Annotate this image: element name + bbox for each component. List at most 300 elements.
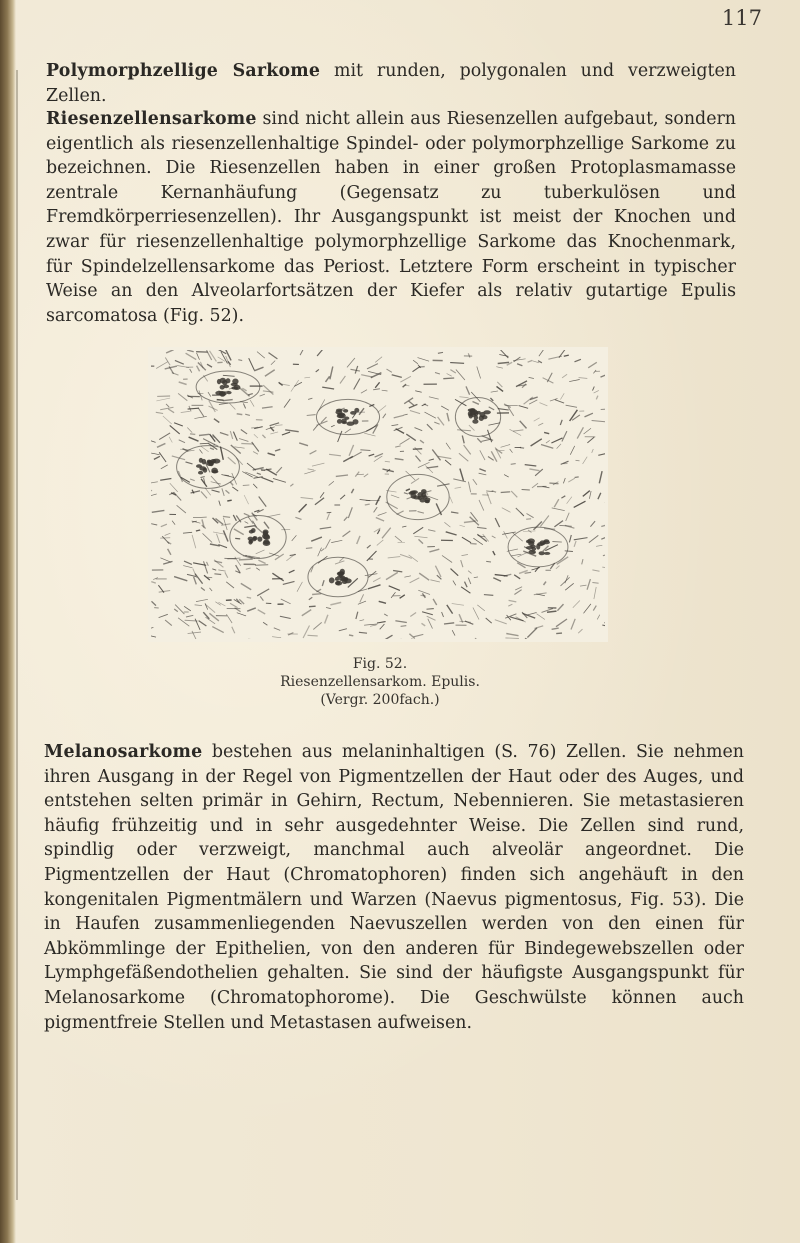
engraving-stroke — [257, 473, 261, 474]
engraving-stroke — [596, 396, 598, 400]
engraving-stroke — [320, 492, 324, 497]
engraving-stroke — [156, 362, 168, 369]
engraving-stroke — [571, 619, 575, 630]
engraving-stroke — [200, 443, 208, 444]
engraving-stroke — [267, 514, 280, 517]
engraving-stroke — [556, 633, 562, 634]
engraving-stroke — [326, 376, 330, 382]
engraving-stroke — [489, 407, 495, 410]
engraving-stroke — [561, 577, 570, 586]
engraving-stroke — [229, 403, 235, 409]
engraving-stroke — [152, 510, 165, 512]
engraving-stroke — [186, 615, 193, 617]
engraving-stroke — [468, 578, 471, 584]
engraving-stroke — [260, 596, 263, 600]
engraving-stroke — [389, 586, 400, 591]
engraving-stroke — [330, 602, 341, 605]
engraving-stroke — [358, 601, 366, 604]
engraving-stroke — [312, 463, 324, 466]
engraving-stroke — [210, 588, 213, 591]
engraving-stroke — [506, 634, 518, 636]
engraving-stroke — [168, 409, 174, 413]
engraving-stroke — [514, 575, 520, 579]
engraving-stroke — [210, 448, 214, 450]
engraving-stroke — [299, 504, 307, 512]
engraving-stroke — [520, 512, 524, 516]
engraving-stroke — [461, 560, 463, 567]
engraving-stroke — [564, 355, 569, 356]
engraving-stroke — [196, 530, 200, 531]
engraving-stroke — [259, 497, 267, 507]
engraving-stroke — [492, 491, 496, 493]
engraving-stroke — [311, 537, 322, 541]
engraving-stroke — [465, 582, 468, 588]
engraving-stroke — [246, 568, 251, 569]
engraving-stroke — [226, 582, 234, 588]
engraving-stroke — [243, 403, 245, 408]
engraving-stroke — [450, 370, 455, 373]
engraving-stroke — [244, 526, 255, 528]
engraving-stroke — [525, 465, 537, 466]
engraving-stroke — [297, 582, 302, 592]
engraving-stroke — [504, 404, 511, 408]
engraving-stroke — [152, 601, 157, 605]
engraving-stroke — [338, 431, 342, 442]
engraving-stroke — [159, 452, 166, 462]
engraving-stroke — [509, 600, 517, 602]
paragraph-text: bestehen aus melaninhaltigen (S. 76) Zellen. Sie nehmen ihren Ausgang in der Regel von Pigmentzellen der Haut oder des Auges, und entstehen selten primär in Gehirn, Rectum, Nebennieren. Sie metastasieren häufig frühzeitig und in sehr ausgedehnter Weise. Die Zellen sind rund, spindlig oder verzweigt, manchmal auch alveolär angeordnet. Die Pigmentzellen der Haut (Chromatophoren) finden sich angehäuft in den kongenitalen Pigmentmälern und Warzen (Naevus pigmentosus, Fig. 53). Die in Haufen zusammenliegenden Naevuszellen werden von den einen für Abkömmlinge der Epithelien, von den anderen für Bindegewebszellen oder Lymphgefäßendothelien gehalten. Sie sind der häufigste Ausgangspunkt für Melanosarkome (Chromatophorome). Die Geschwülste können auch pigmentfreie Stellen und Metastasen aufweisen. — [44, 742, 744, 1033]
paragraph-melanosarkome — [44, 740, 744, 1035]
engraving-stroke — [156, 412, 163, 413]
engraving-stroke — [510, 449, 513, 453]
engraving-stroke — [590, 521, 595, 527]
engraving-stroke — [493, 578, 501, 582]
engraving-stroke — [270, 432, 278, 434]
engraving-stroke — [576, 460, 580, 461]
engraving-stroke — [170, 483, 178, 492]
engraving-stroke — [197, 353, 200, 360]
engraving-stroke — [215, 561, 223, 563]
engraving-stroke — [459, 397, 468, 398]
engraving-stroke — [201, 492, 207, 499]
engraving-stroke — [471, 392, 480, 402]
engraving-stroke — [575, 359, 581, 362]
engraving-stroke — [306, 548, 312, 549]
engraving-stroke — [357, 536, 360, 544]
engraving-stroke — [292, 535, 297, 541]
engraving-stroke — [450, 363, 464, 364]
engraving-stroke — [156, 398, 170, 401]
engraving-stroke — [444, 623, 454, 624]
engraving-stroke — [284, 399, 290, 408]
engraving-stroke — [484, 595, 493, 596]
engraving-stroke — [307, 415, 316, 416]
engraving-stroke — [444, 522, 450, 527]
engraving-stroke — [434, 422, 439, 424]
engraving-stroke — [345, 429, 351, 433]
engraving-stroke — [268, 453, 275, 455]
engraving-stroke — [378, 512, 387, 515]
engraving-stroke — [282, 432, 290, 435]
engraving-stroke — [414, 634, 424, 636]
engraving-stroke — [527, 514, 534, 518]
engraving-stroke — [404, 414, 408, 415]
engraving-stroke — [310, 451, 317, 455]
engraving-stroke — [196, 599, 208, 601]
engraving-stroke — [247, 597, 251, 598]
engraving-stroke — [214, 574, 221, 575]
engraving-stroke — [170, 425, 180, 434]
giant-cell — [508, 527, 568, 567]
engraving-stroke — [532, 568, 540, 571]
engraving-stroke — [327, 512, 332, 513]
engraving-stroke — [329, 454, 341, 456]
engraving-stroke — [428, 530, 435, 532]
engraving-stroke — [194, 577, 197, 585]
engraving-stroke — [382, 528, 391, 539]
engraving-stroke — [179, 382, 187, 385]
paragraph-polymorphzellige — [46, 59, 736, 108]
engraving-stroke — [217, 400, 224, 401]
engraving-stroke — [538, 423, 543, 425]
engraving-stroke — [172, 521, 175, 525]
engraving-stroke — [204, 575, 210, 580]
engraving-stroke — [336, 475, 348, 476]
engraving-stroke — [568, 478, 575, 482]
engraving-stroke — [492, 536, 496, 538]
engraving-stroke — [395, 459, 404, 460]
engraving-stroke — [271, 361, 275, 365]
engraving-stroke — [404, 493, 408, 494]
engraving-stroke — [479, 500, 484, 511]
engraving-stroke — [315, 498, 324, 505]
page-gutter — [0, 0, 16, 1243]
engraving-stroke — [262, 477, 274, 482]
paragraph-text: mit runden, polygonalen und verzweigten Zellen. — [46, 61, 736, 106]
engraving-stroke — [207, 350, 212, 360]
engraving-stroke — [401, 626, 407, 627]
engraving-stroke — [299, 443, 308, 446]
engraving-stroke — [584, 604, 591, 613]
engraving-stroke — [569, 380, 580, 382]
engraving-stroke — [186, 353, 197, 359]
gutter-shadow-line — [16, 70, 18, 1200]
engraving-stroke — [566, 513, 570, 521]
engraving-stroke — [257, 589, 269, 596]
engraving-stroke — [244, 513, 250, 515]
engraving-stroke — [166, 350, 174, 353]
engraving-stroke — [197, 366, 200, 372]
engraving-stroke — [373, 578, 381, 582]
engraving-stroke — [308, 635, 318, 636]
engraving-stroke — [301, 498, 314, 499]
engraving-stroke — [599, 471, 602, 483]
engraving-stroke — [222, 488, 224, 496]
engraving-stroke — [184, 561, 192, 564]
engraving-stroke — [416, 456, 421, 462]
engraving-stroke — [589, 491, 591, 499]
engraving-stroke — [257, 352, 265, 359]
engraving-stroke — [470, 543, 477, 544]
engraving-stroke — [480, 450, 485, 460]
engraving-stroke — [227, 500, 231, 501]
engraving-stroke — [161, 524, 167, 527]
engraving-stroke — [263, 385, 273, 394]
engraving-stroke — [255, 565, 268, 566]
engraving-stroke — [211, 482, 221, 484]
engraving-stroke — [183, 532, 192, 533]
engraving-stroke — [290, 484, 293, 487]
engraving-stroke — [244, 495, 249, 504]
engraving-stroke — [460, 469, 464, 481]
engraving-stroke — [241, 583, 251, 589]
engraving-stroke — [592, 570, 599, 571]
engraving-stroke — [544, 582, 547, 585]
engraving-stroke — [174, 423, 183, 426]
engraving-stroke — [462, 555, 468, 556]
engraving-stroke — [410, 613, 416, 617]
engraving-stroke — [252, 442, 259, 452]
engraving-stroke — [251, 427, 258, 428]
engraving-stroke — [230, 431, 232, 439]
engraving-stroke — [215, 602, 220, 605]
engraving-stroke — [519, 406, 529, 409]
engraving-stroke — [150, 482, 158, 483]
engraving-stroke — [556, 566, 560, 569]
engraving-stroke — [159, 591, 171, 593]
engraving-stroke — [194, 416, 206, 418]
engraving-stroke — [321, 549, 324, 552]
engraving-stroke — [447, 413, 449, 421]
engraving-stroke — [552, 542, 561, 543]
engraving-stroke — [457, 430, 471, 431]
engraving-stroke — [348, 507, 352, 518]
engraving-stroke — [254, 367, 263, 371]
engraving-stroke — [395, 536, 402, 542]
engraving-stroke — [495, 575, 508, 576]
engraving-stroke — [212, 569, 216, 570]
engraving-stroke — [172, 373, 179, 376]
engraving-stroke — [445, 460, 451, 465]
engraving-stroke — [429, 459, 434, 460]
engraving-stroke — [566, 405, 577, 407]
engraving-stroke — [529, 400, 537, 404]
engraving-stroke — [385, 461, 390, 462]
engraving-stroke — [331, 425, 335, 427]
engraving-stroke — [450, 497, 453, 504]
engraving-stroke — [223, 400, 233, 401]
engraving-stroke — [438, 456, 451, 458]
engraving-stroke — [373, 389, 380, 390]
engraving-stroke — [473, 608, 479, 620]
engraving-stroke — [543, 378, 554, 383]
engraving-stroke — [486, 618, 492, 623]
engraving-stroke — [151, 524, 157, 525]
engraving-stroke — [418, 462, 430, 467]
engraving-stroke — [203, 533, 213, 542]
engraving-stroke — [165, 358, 170, 366]
engraving-stroke — [316, 369, 319, 372]
engraving-stroke — [258, 610, 266, 614]
page-number: 117 — [721, 6, 762, 30]
engraving-stroke — [520, 448, 524, 449]
engraving-stroke — [263, 622, 267, 625]
engraving-stroke — [161, 465, 168, 469]
engraving-stroke — [495, 620, 507, 624]
engraving-stroke — [468, 482, 470, 493]
engraving-stroke — [265, 370, 275, 376]
engraving-stroke — [592, 421, 606, 422]
engraving-stroke — [598, 493, 601, 499]
engraving-stroke — [409, 401, 414, 405]
engraving-stroke — [221, 475, 234, 478]
engraving-stroke — [508, 604, 512, 606]
engraving-stroke — [461, 587, 470, 593]
engraving-stroke — [441, 406, 449, 410]
engraving-stroke — [184, 606, 191, 611]
engraving-stroke — [200, 450, 203, 454]
engraving-stroke — [477, 605, 485, 611]
figure-title: Riesenzellensarkom. Epulis. — [280, 674, 480, 690]
engraving-stroke — [395, 621, 406, 623]
engraving-stroke — [474, 577, 478, 578]
engraving-stroke — [177, 505, 186, 513]
engraving-stroke — [569, 535, 571, 542]
engraving-stroke — [165, 620, 172, 626]
engraving-stroke — [318, 548, 322, 557]
engraving-stroke — [451, 512, 458, 513]
engraving-stroke — [224, 558, 236, 559]
engraving-stroke — [442, 612, 444, 617]
engraving-stroke — [230, 482, 233, 486]
engraving-stroke — [313, 622, 321, 629]
engraving-stroke — [535, 626, 544, 629]
engraving-stroke — [359, 632, 367, 633]
engraving-stroke — [188, 632, 201, 633]
engraving-stroke — [531, 439, 542, 446]
engraving-stroke — [430, 580, 440, 582]
engraving-stroke — [427, 466, 439, 468]
engraving-stroke — [175, 605, 184, 615]
engraving-stroke — [495, 518, 499, 527]
engraving-stroke — [589, 535, 598, 542]
engraving-stroke — [516, 508, 521, 513]
engraving-stroke — [446, 532, 457, 535]
engraving-stroke — [562, 431, 567, 441]
engraving-stroke — [193, 517, 207, 518]
engraving-stroke — [435, 373, 440, 375]
engraving-stroke — [384, 614, 388, 616]
engraving-stroke — [211, 476, 220, 486]
engraving-stroke — [351, 369, 360, 371]
engraving-stroke — [554, 499, 559, 507]
engraving-stroke — [517, 364, 522, 366]
engraving-stroke — [511, 464, 516, 465]
engraving-stroke — [266, 469, 277, 475]
engraving-stroke — [388, 557, 401, 558]
engraving-stroke — [239, 559, 253, 560]
engraving-stroke — [192, 535, 196, 548]
engraving-stroke — [150, 494, 157, 496]
engraving-stroke — [218, 570, 225, 571]
engraving-stroke — [206, 617, 216, 624]
engraving-stroke — [258, 560, 265, 563]
engraving-stroke — [207, 562, 209, 566]
engraving-stroke — [410, 578, 420, 583]
engraving-stroke — [364, 433, 375, 436]
engraving-stroke — [592, 583, 598, 584]
engraving-stroke — [303, 626, 309, 639]
engraving-stroke — [391, 495, 399, 498]
engraving-stroke — [487, 492, 492, 504]
engraving-stroke — [331, 540, 342, 542]
engraving-stroke — [354, 379, 360, 390]
engraving-stroke — [529, 469, 539, 471]
engraving-stroke — [230, 603, 238, 607]
engraving-stroke — [560, 393, 564, 399]
engraving-stroke — [160, 479, 171, 481]
engraving-stroke — [573, 601, 580, 608]
engraving-stroke — [308, 398, 312, 399]
engraving-stroke — [275, 554, 284, 560]
engraving-stroke — [254, 434, 258, 438]
engraving-stroke — [356, 612, 358, 619]
engraving-stroke — [460, 525, 465, 527]
engraving-stroke — [452, 630, 455, 635]
engraving-stroke — [368, 585, 381, 589]
engraving-stroke — [361, 375, 372, 377]
engraving-stroke — [427, 609, 434, 610]
engraving-stroke — [493, 551, 495, 555]
engraving-stroke — [275, 425, 282, 426]
engraving-stroke — [500, 349, 509, 358]
engraving-stroke — [582, 559, 583, 564]
engraving-stroke — [414, 536, 427, 537]
engraving-stroke — [552, 508, 565, 511]
engraving-stroke — [367, 364, 378, 369]
engraving-stroke — [504, 475, 509, 478]
engraving-stroke — [263, 391, 274, 392]
engraving-stroke — [402, 526, 406, 527]
engraving-stroke — [522, 490, 530, 491]
engraving-stroke — [189, 450, 194, 451]
engraving-stroke — [540, 516, 549, 527]
engraving-stroke — [245, 414, 250, 415]
engraving-stroke — [565, 583, 574, 590]
engraving-stroke — [593, 387, 595, 391]
engraving-stroke — [418, 512, 424, 514]
engraving-stroke — [565, 551, 573, 552]
engraving-stroke — [151, 582, 156, 584]
engraving-stroke — [528, 360, 533, 362]
engraving-stroke — [201, 446, 209, 452]
engraving-stroke — [523, 531, 535, 532]
engraving-stroke — [459, 453, 468, 461]
engraving-stroke — [355, 472, 359, 477]
engraving-stroke — [159, 433, 170, 440]
engraving-stroke — [496, 367, 503, 369]
engraving-stroke — [365, 504, 370, 505]
engraving-stroke — [501, 445, 511, 448]
engraving-stroke — [409, 634, 414, 639]
engraving-stroke — [339, 629, 347, 631]
engraving-stroke — [429, 549, 439, 552]
engraving-stroke — [201, 588, 205, 591]
engraving-stroke — [411, 478, 419, 483]
engraving-stroke — [220, 433, 229, 436]
paragraph-text: sind nicht allein aus Riesenzellen aufgebaut, sondern eigentlich als riesenzellenhaltige Spindel- oder polymorphzellige Sarkome zu bezeichnen. Die Riesenzellen haben in einer großen Protoplasmamasse zentrale Kernanhäufung (Gegensatz zu tuberkulösen und Fremdkörperriesenzellen). Ihr Ausgangspunkt ist meist der Knochen und zwar für riesenzellenhaltige polymorphzellige Sarkome das Knochenmark, für Spindelzellensarkome das Periost. Letztere Form erscheint in typischer Weise an den Alveolarfortsätzen der Kiefer als relativ gutartige Epulis sarcomatosa (Fig. 52). — [46, 109, 736, 326]
engraving-stroke — [183, 566, 192, 568]
